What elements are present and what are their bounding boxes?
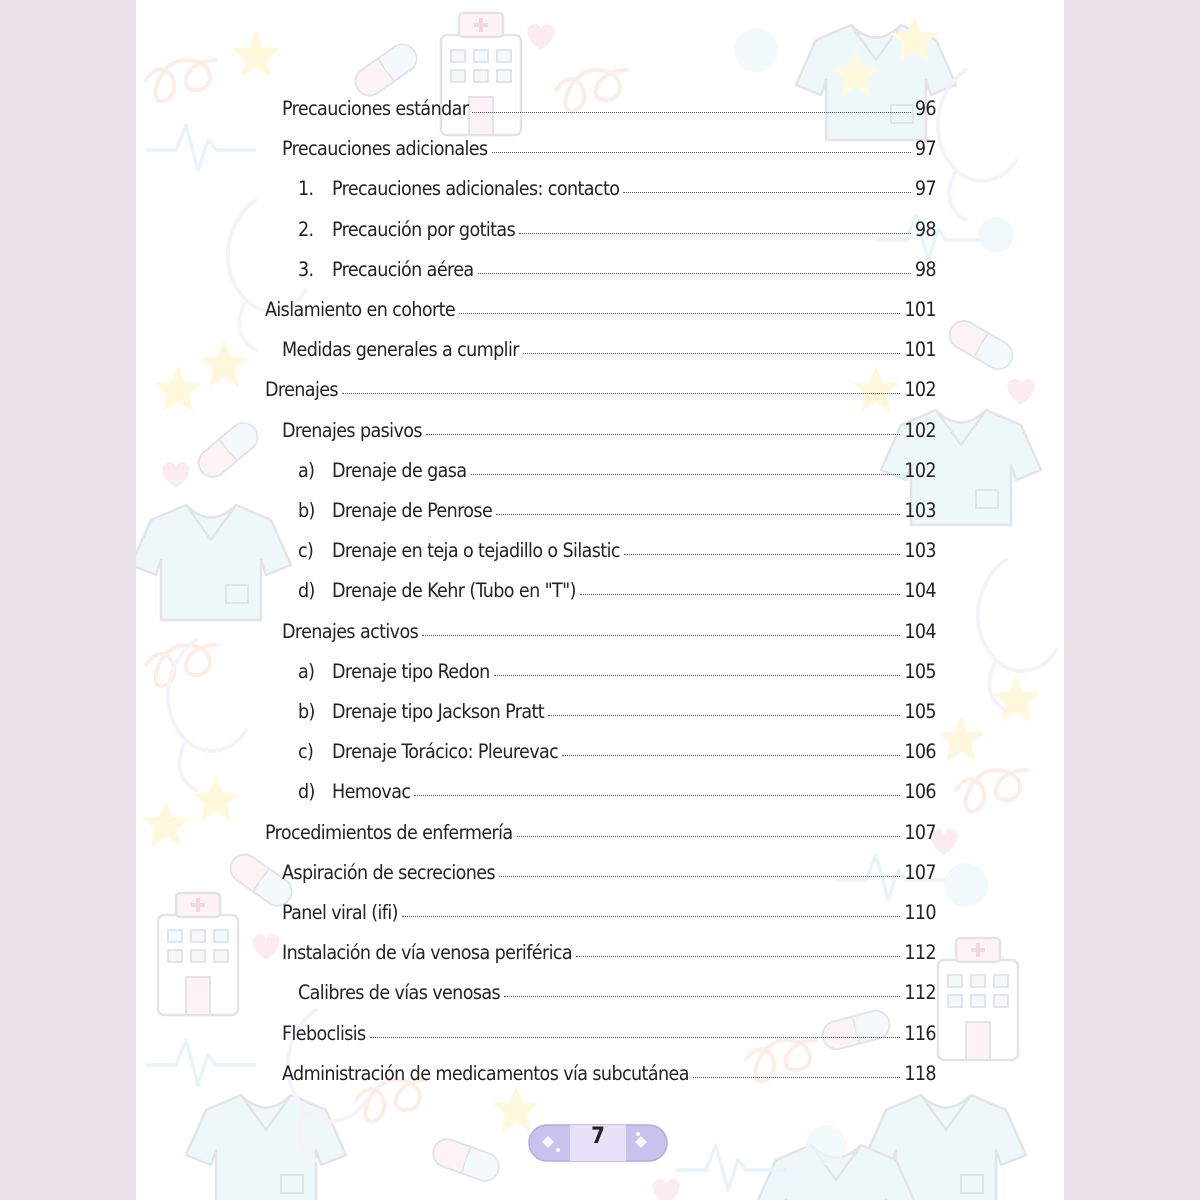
toc-entry-label: Precauciones adicionales <box>282 137 488 161</box>
toc-entry-page: 97 <box>914 177 936 201</box>
toc-entry-label: Precaución aérea <box>332 257 474 281</box>
dot-leader <box>576 956 900 957</box>
toc-entry[interactable] <box>282 1009 936 1045</box>
toc-entry-page: 105 <box>904 659 936 683</box>
toc-entry-page: 110 <box>904 901 936 924</box>
toc-entry[interactable] <box>298 446 936 482</box>
toc-entry-number: d) <box>298 579 315 603</box>
toc-entry-label: Drenaje Torácico: Pleurevac <box>332 740 559 764</box>
dot-leader <box>370 1037 901 1038</box>
toc-entry-number: 2. <box>298 217 314 241</box>
toc-entry-label: Hemovac <box>332 780 411 804</box>
toc-entry[interactable] <box>298 727 936 763</box>
toc-entry-label: Precauciones adicionales: contacto <box>332 177 620 201</box>
toc-entry-label: Drenaje de gasa <box>332 458 467 482</box>
toc-entry-page: 102 <box>904 378 936 402</box>
document-page <box>136 0 1064 1200</box>
dot-leader <box>504 996 900 997</box>
toc-entry-page: 101 <box>904 338 936 362</box>
toc-entry[interactable] <box>298 486 936 522</box>
toc-entry-page: 118 <box>904 1061 936 1085</box>
toc-entry[interactable] <box>298 245 936 281</box>
dot-leader <box>523 353 900 354</box>
dot-leader <box>499 876 900 877</box>
toc-entry-page: 112 <box>904 981 936 1005</box>
toc-entry[interactable] <box>298 526 936 562</box>
toc-entry-page: 102 <box>904 418 936 442</box>
toc-entry-label: Drenajes activos <box>282 619 419 643</box>
toc-entry[interactable] <box>282 325 936 361</box>
toc-entry[interactable] <box>265 808 936 844</box>
toc-entry-page: 102 <box>904 458 936 482</box>
toc-entry-number: a) <box>298 458 315 482</box>
toc-entry-label: Precaución por gotitas <box>332 217 516 241</box>
toc-entry-number: a) <box>298 659 315 683</box>
dot-leader <box>414 795 900 796</box>
toc-entry-page: 101 <box>904 298 936 321</box>
toc-entry[interactable] <box>282 124 936 160</box>
toc-entry[interactable] <box>282 848 936 884</box>
toc-entry[interactable] <box>282 928 936 964</box>
toc-entry-page: 104 <box>904 579 936 603</box>
toc-entry[interactable] <box>298 687 936 723</box>
toc-entry[interactable] <box>282 1049 936 1085</box>
toc-entry-label: Medidas generales a cumplir <box>282 338 519 362</box>
page-number: 7 <box>591 1124 605 1149</box>
toc-entry[interactable] <box>282 888 936 924</box>
toc-entry[interactable] <box>282 84 936 120</box>
toc-entry-number: c) <box>298 539 314 563</box>
dot-leader <box>580 594 900 595</box>
toc-entry-label: Drenajes pasivos <box>282 418 422 442</box>
toc-entry-label: Drenaje tipo Jackson Pratt <box>332 700 545 723</box>
toc-entry-page: 107 <box>904 820 936 844</box>
dot-leader <box>426 434 900 435</box>
toc-entry[interactable] <box>298 205 936 241</box>
toc-entry-page: 103 <box>904 539 936 563</box>
toc-entry-page: 96 <box>914 97 936 120</box>
toc-entry-label: Aislamiento en cohorte <box>265 298 456 321</box>
toc-entry-page: 112 <box>904 941 936 965</box>
toc-entry[interactable] <box>265 365 936 401</box>
dot-leader <box>472 112 910 113</box>
toc-entry[interactable] <box>298 647 936 683</box>
toc-entry-number: 3. <box>298 257 314 281</box>
toc-entry-page: 104 <box>904 619 936 643</box>
toc-entry-label: Drenaje de Penrose <box>332 499 493 522</box>
toc-entry-page: 105 <box>904 700 936 723</box>
toc-entry-page: 103 <box>904 499 936 522</box>
dot-leader <box>496 514 900 515</box>
toc-entry-label: Drenajes <box>265 378 338 402</box>
toc-entry-number: 1. <box>298 177 314 201</box>
toc-entry-page: 106 <box>904 740 936 764</box>
dot-leader <box>459 313 900 314</box>
dot-leader <box>478 273 911 274</box>
toc-entry-label: Drenaje tipo Redon <box>332 659 490 683</box>
dot-leader <box>402 916 900 917</box>
toc-entry-label: Calibres de vías venosas <box>298 981 501 1005</box>
table-of-contents <box>136 0 1064 1200</box>
dot-leader <box>623 192 911 193</box>
toc-entry[interactable] <box>265 285 936 321</box>
dot-leader <box>494 675 901 676</box>
toc-entry[interactable] <box>298 968 936 1004</box>
toc-entry-page: 106 <box>904 780 936 804</box>
dot-leader <box>548 715 900 716</box>
toc-entry[interactable] <box>298 164 936 200</box>
dot-leader <box>422 635 900 636</box>
toc-entry-number: b) <box>298 700 315 723</box>
dot-leader <box>624 554 900 555</box>
toc-entry-label: Aspiración de secreciones <box>282 860 496 884</box>
dot-leader <box>519 233 911 234</box>
dot-leader <box>693 1077 900 1078</box>
toc-entry-label: Administración de medicamentos vía subcutánea <box>282 1061 689 1085</box>
toc-entry-label: Procedimientos de enfermería <box>265 820 513 844</box>
toc-entry-page: 98 <box>914 257 936 281</box>
toc-entry-label: Fleboclisis <box>282 1021 366 1045</box>
toc-entry-number: d) <box>298 780 315 804</box>
toc-entry-page: 116 <box>904 1021 936 1045</box>
dot-leader <box>492 152 911 153</box>
toc-entry[interactable] <box>282 406 936 442</box>
toc-entry[interactable] <box>282 607 936 643</box>
toc-entry-number: b) <box>298 499 315 522</box>
toc-entry-label: Drenaje en teja o tejadillo o Silastic <box>332 539 620 563</box>
toc-entry[interactable] <box>298 566 936 602</box>
dot-leader <box>517 836 901 837</box>
toc-entry-label: Precauciones estándar <box>282 97 469 120</box>
dot-leader <box>471 474 901 475</box>
dot-leader <box>342 393 900 394</box>
toc-entry-page: 97 <box>914 137 936 161</box>
toc-entry-label: Panel viral (ifi) <box>282 901 398 924</box>
toc-entry[interactable] <box>298 767 936 803</box>
dot-leader <box>562 755 900 756</box>
toc-entry-page: 98 <box>914 217 936 241</box>
toc-entry-label: Instalación de vía venosa periférica <box>282 941 573 965</box>
toc-entry-page: 107 <box>904 860 936 884</box>
toc-entry-number: c) <box>298 740 314 764</box>
toc-entry-label: Drenaje de Kehr (Tubo en "T") <box>332 579 576 603</box>
